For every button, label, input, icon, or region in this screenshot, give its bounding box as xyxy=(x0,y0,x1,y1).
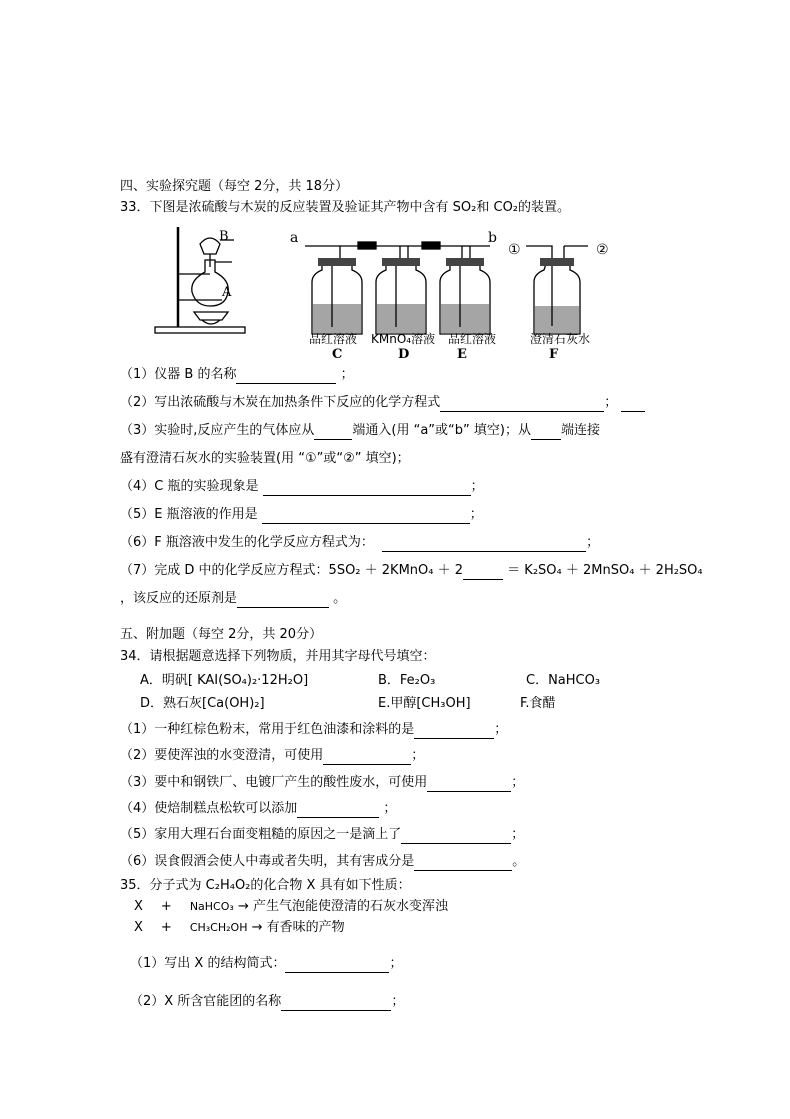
bottle-D-solution: KMnO₄溶液 xyxy=(371,332,436,346)
q34-option-A: A．明矾[ KAI(SO₄)₂·12H₂O] xyxy=(140,673,309,688)
q33-1: （1）仪器 B 的名称 ； xyxy=(120,367,354,382)
answer-blank[interactable] xyxy=(262,509,470,524)
q34-option-B: B．Fe₂O₃ xyxy=(378,673,436,688)
answer-blank[interactable] xyxy=(414,856,512,871)
answer-blank[interactable] xyxy=(285,958,389,973)
answer-blank[interactable] xyxy=(414,724,494,739)
q35-reaction-2: X + CH₃CH₂OH → 有香味的产物 xyxy=(134,920,345,935)
answer-blank[interactable] xyxy=(463,565,503,580)
q34-6: （6）误食假酒会使人中毒或者失明，其有害成分是 。 xyxy=(120,854,526,869)
bottle-E-letter: E xyxy=(457,347,467,362)
q34-intro: 34．请根据题意选择下列物质，并用其字母代号填空： xyxy=(120,649,436,664)
bottle-D-letter: D xyxy=(398,347,410,362)
q33-3-cont: 盛有澄清石灰水的实验装置(用 “①”或“②” 填空)； xyxy=(120,451,410,466)
label-a: a xyxy=(290,230,299,246)
q35-2: （2）X 所含官能团的名称 ； xyxy=(130,994,405,1009)
answer-blank[interactable] xyxy=(281,996,391,1011)
answer-blank[interactable] xyxy=(382,537,586,552)
q33-2: （2）写出浓硫酸与木炭在加热条件下反应的化学方程式 ； xyxy=(120,394,645,412)
section4-title: 四、实验探究题（每空 2分，共 18分） xyxy=(120,179,349,194)
answer-blank[interactable] xyxy=(263,481,471,496)
q34-option-D: D．熟石灰[Ca(OH)₂] xyxy=(140,696,265,711)
q34-option-E: E.甲醇[CH₃OH] xyxy=(378,696,471,711)
q33-6: （6）F 瓶溶液中发生的化学反应方程式为： ； xyxy=(120,535,600,550)
q33-3: （3）实验时,反应产生的气体应从 端通入(用 “a”或“b” 填空)；从 端连接 xyxy=(120,423,600,438)
q34-2: （2）要使浑浊的水变澄清，可使用 ； xyxy=(120,748,425,763)
q35-intro: 35．分子式为 C₂H₄O₂的化合物 X 具有如下性质： xyxy=(120,878,411,893)
q34-4: （4）使焙制糕点松软可以添加 ； xyxy=(120,801,397,816)
q33-7-cont: ，该反应的还原剂是 。 xyxy=(120,591,347,606)
answer-blank[interactable] xyxy=(237,593,329,608)
section5-title: 五、附加题（每空 2分，共 20分） xyxy=(120,627,323,642)
bottle-F-solution: 澄清石灰水 xyxy=(530,332,591,346)
q33-7: （7）完成 D 中的化学反应方程式：5SO₂ ＋ 2KMnO₄ ＋ 2 ＝ K₂SO₄ ＋ 2MnSO₄ ＋ 2H₂SO₄ xyxy=(120,563,703,578)
q33-intro: 33．下图是浓硫酸与木炭的反应装置及验证其产物中含有 SO₂和 CO₂的装置。 xyxy=(120,200,571,215)
label-A: A xyxy=(222,285,232,300)
q34-3: （3）要中和钢铁厂、电镀厂产生的酸性废水，可使用 ； xyxy=(120,775,525,790)
q34-5: （5）家用大理石台面变粗糙的原因之一是滴上了 ； xyxy=(120,827,525,842)
q33-4: （4）C 瓶的实验现象是 ； xyxy=(120,479,484,494)
q33-5: （5）E 瓶溶液的作用是 ； xyxy=(120,507,483,522)
bottle-E-solution: 品红溶液 xyxy=(448,332,497,346)
q34-option-C: C．NaHCO₃ xyxy=(526,673,601,688)
q35-1: （1）写出 X 的结构简式： ； xyxy=(130,956,403,971)
label-1: ① xyxy=(508,242,521,258)
answer-blank[interactable] xyxy=(236,369,336,384)
q35-reaction-1: X + NaHCO₃ → 产生气泡能使澄清的石灰水变浑浊 xyxy=(134,899,449,914)
answer-blank[interactable] xyxy=(440,397,604,412)
answer-blank[interactable] xyxy=(427,777,511,792)
answer-blank[interactable] xyxy=(314,425,352,440)
answer-blank[interactable] xyxy=(297,803,379,818)
answer-blank[interactable] xyxy=(401,829,511,844)
label-2: ② xyxy=(596,242,609,258)
answer-blank[interactable] xyxy=(621,397,645,412)
answer-blank[interactable] xyxy=(323,750,411,765)
bottle-F-letter: F xyxy=(549,347,559,362)
answer-blank[interactable] xyxy=(531,425,561,440)
q34-option-F: F.食醋 xyxy=(520,696,556,711)
label-b: b xyxy=(488,230,497,246)
bottle-C-letter: C xyxy=(332,347,343,362)
bottle-C-solution: 品红溶液 xyxy=(309,332,358,346)
q34-1: （1）一种红棕色粉末，常用于红色油漆和涂料的是 ； xyxy=(120,722,508,737)
label-B: B xyxy=(219,229,229,244)
